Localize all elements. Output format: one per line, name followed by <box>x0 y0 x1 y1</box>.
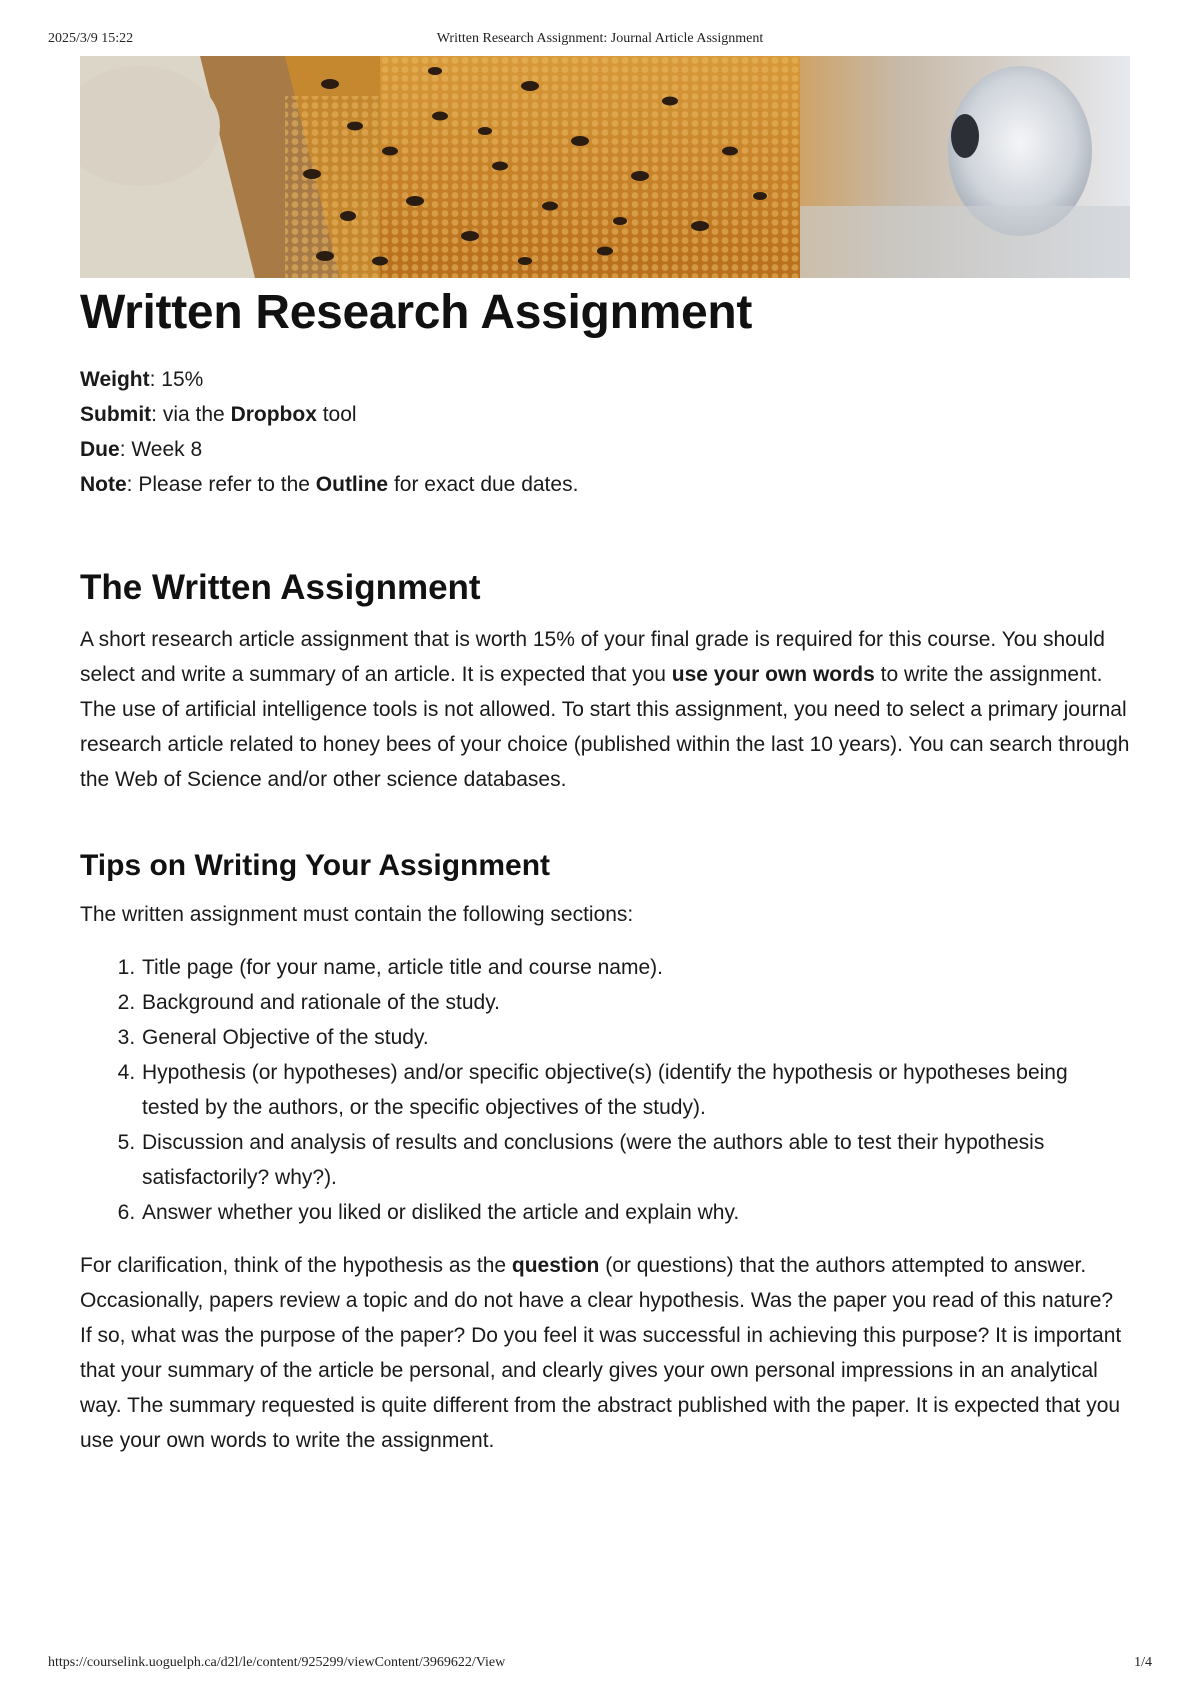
note-post: for exact due dates. <box>388 473 579 496</box>
print-url: https://courselink.uoguelph.ca/d2l/le/content/925299/viewContent/3969622/View <box>48 1655 506 1670</box>
clar-bold: question <box>511 1254 600 1277</box>
note-pre: : Please refer to the <box>126 473 316 496</box>
written-part1: A short research article assignment that is worth 15% of your final grade is required for this course. You should select and write a summary of an article. It is expected that you <box>80 628 1105 686</box>
list-item: 4. Hypothesis (or hypotheses) and/or specific objective(s) (identify the hypothesis or hypotheses being tested by the authors, or the specific objectives of the study). <box>141 1055 1130 1125</box>
submit-pre: : via the <box>151 403 231 426</box>
written-assignment-paragraph <box>80 622 1130 797</box>
tips-list <box>80 950 1130 1230</box>
assignment-content <box>80 278 1130 1458</box>
tips-heading: Tips on Writing Your Assignment <box>80 849 551 882</box>
meta-submit <box>80 397 1130 432</box>
list-item: 2. Background and rationale of the study. <box>141 985 1130 1020</box>
written-assignment-heading: The Written Assignment <box>80 568 481 607</box>
meta-note <box>80 467 1130 502</box>
beehive-banner-image <box>80 56 1130 278</box>
submit-label: Submit <box>80 403 152 426</box>
written-part2: to write the assignment. The use of artificial intelligence tools is not allowed. To start this assignment, you need to select a primary journal research article related to honey bees of your choice (published within the last 10 years). You can search through the Web of Science and/or other science databases. <box>80 663 1130 791</box>
page-title: Written Research Assignment <box>80 286 753 339</box>
clar-part2: (or questions) that the authors attempted to answer. Occasionally, papers review a topic and do not have a clear hypothesis. Was the paper you read of this nature? If so, what was the purpose of the paper? Do you feel it was successful in achieving this purpose? It is important that your summary of the article be personal, and clearly gives your own personal impressions in an analytical way. The summary requested is quite different from the abstract published with the paper. It is expected that you use your own words to write the assignment. <box>80 1254 1122 1452</box>
clarification-paragraph <box>80 1248 1130 1458</box>
clar-part1: For clarification, think of the hypothesis as the <box>80 1254 512 1277</box>
written-bold: use your own words <box>671 663 875 686</box>
note-label: Note <box>80 473 127 496</box>
print-footer <box>48 1655 1152 1675</box>
list-item: 3. General Objective of the study. <box>141 1020 1130 1055</box>
submit-post: tool <box>316 403 357 426</box>
list-item: 6. Answer whether you liked or disliked the article and explain why. <box>141 1195 1130 1230</box>
list-item: 1. Title page (for your name, article title and course name). <box>141 950 1130 985</box>
submit-tool: Dropbox <box>230 403 317 426</box>
print-header <box>48 31 1152 51</box>
print-page-title: Written Research Assignment: Journal Article Assignment <box>436 31 764 46</box>
tips-intro: The written assignment must contain the following sections: <box>80 903 634 926</box>
note-outline: Outline <box>315 473 389 496</box>
weight-label: Weight <box>80 368 150 391</box>
print-timestamp: 2025/3/9 15:22 <box>48 31 134 46</box>
list-item: 5. Discussion and analysis of results and conclusions (were the authors able to test their hypothesis satisfactorily? why?). <box>141 1125 1130 1195</box>
meta-due <box>80 432 1130 467</box>
weight-value: : 15% <box>149 368 204 391</box>
meta-weight <box>80 362 1130 397</box>
due-label: Due <box>80 438 120 461</box>
print-page-number: 1/4 <box>1134 1655 1152 1670</box>
assignment-meta <box>80 362 1130 502</box>
due-value: : Week 8 <box>119 438 203 461</box>
